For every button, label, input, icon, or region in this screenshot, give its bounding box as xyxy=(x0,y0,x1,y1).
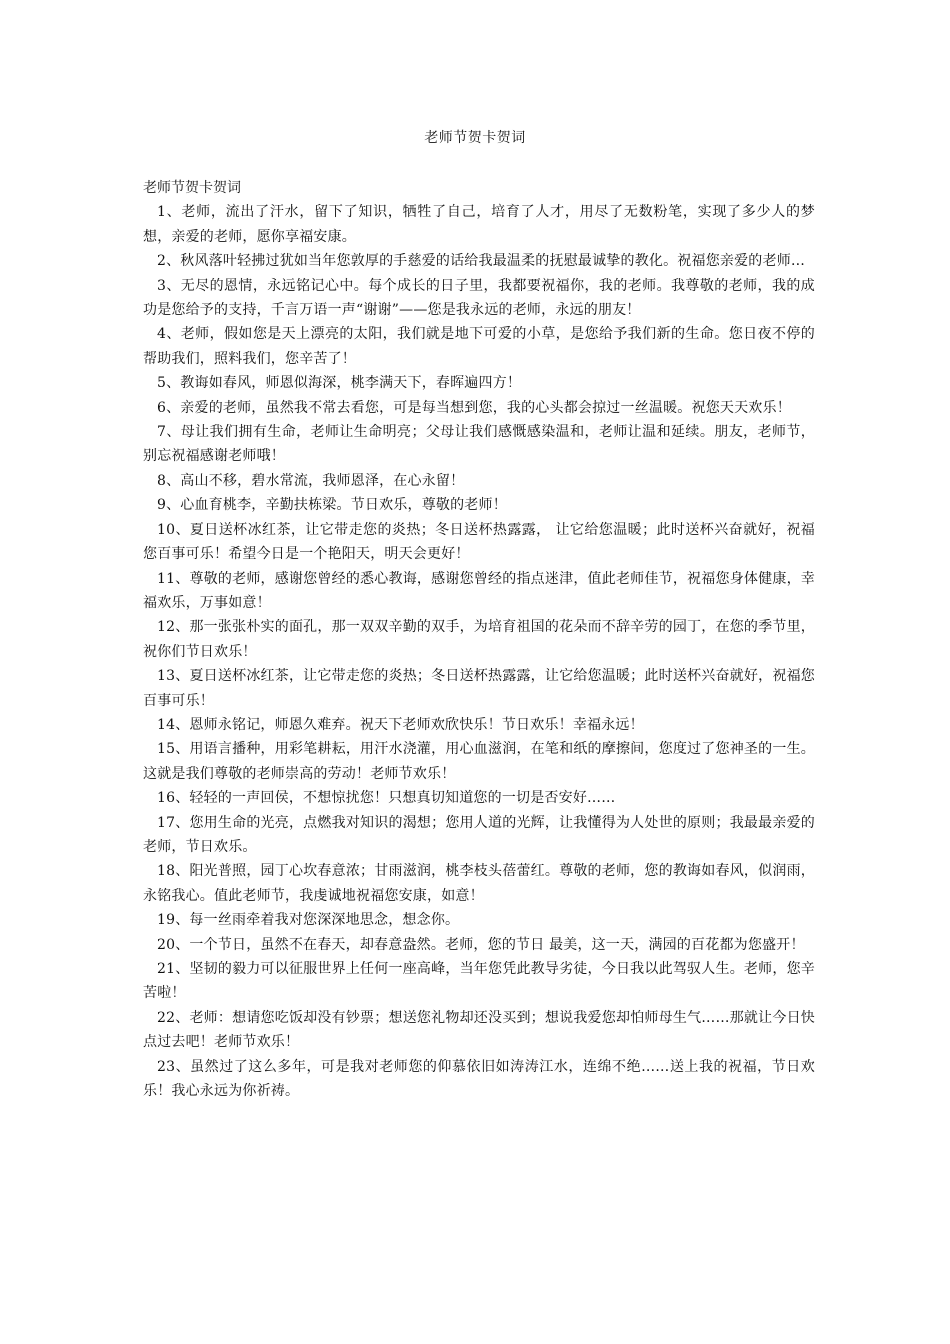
greeting-item-3: 3、无尽的恩情，永远铭记心中。每个成长的日子里，我都要祝福你，我的老师。我尊敬的老师，我的成功是您给予的支持，千言万语一声“谢谢”——您是我永远的老师，永远的朋友！ xyxy=(143,277,815,319)
document-subtitle: 老师节贺卡贺词 xyxy=(143,180,241,196)
greeting-item-16: 16、轻轻的一声回侯，不想惊扰您！只想真切知道您的一切是否安好…… xyxy=(157,790,616,807)
greeting-item-21: 21、坚韧的毅力可以征服世界上任何一座高峰，当年您凭此教导劣徒，今日我以此驾驭人生。老师，您辛苦啦！ xyxy=(143,961,815,1002)
greeting-item-8: 8、高山不移，碧水常流，我师恩泽，在心永留！ xyxy=(157,472,465,489)
greeting-item-15: 15、用语言播种，用彩笔耕耘，用汗水浇灌，用心血滋润，在笔和纸的摩擦间，您度过了您神圣的一生。这就是我们尊敬的老师崇高的劳动！老师节欢乐！ xyxy=(143,741,815,782)
greeting-list xyxy=(143,200,815,1103)
greeting-item-17: 17、您用生命的光亮，点燃我对知识的渴想；您用人道的光辉，让我懂得为人处世的原则；我最最亲爱的老师，节日欢乐。 xyxy=(143,814,815,855)
greeting-item-7: 7、母让我们拥有生命，老师让生命明亮；父母让我们感慨感染温和，老师让温和延续。朋友，老师节，别忘祝福感谢老师哦！ xyxy=(143,424,815,465)
greeting-item-1: 1、老师，流出了汗水，留下了知识，牺牲了自己，培育了人才，用尽了无数粉笔，实现了多少人的梦想，亲爱的老师，愿你享福安康。 xyxy=(143,204,815,245)
greeting-item-19: 19、每一丝雨牵着我对您深深地思念，想念你。 xyxy=(157,912,460,929)
document-body xyxy=(143,176,815,1103)
greeting-item-18: 18、阳光普照，园丁心坎春意浓；甘雨滋润，桃李枝头蓓蕾红。尊敬的老师，您的教诲如春风，似润雨，永铭我心。值此老师节，我虔诚地祝福您安康，如意！ xyxy=(143,863,815,904)
greeting-item-2: 2、秋风落叶轻拂过犹如当年您敦厚的手慈爱的话给我最温柔的抚慰最诚挚的教化。祝福您亲爱的老师… xyxy=(157,253,806,270)
greeting-item-12: 12、那一张张朴实的面孔，那一双双辛勤的双手，为培育祖国的花朵而不辞辛劳的园丁，在您的季节里，祝你们节日欢乐！ xyxy=(143,619,815,660)
greeting-item-14: 14、恩师永铭记，师恩久难弃。祝天下老师欢欣快乐！节日欢乐！幸福永远！ xyxy=(157,716,644,733)
greeting-item-5: 5、教诲如春风，师恩似海深，桃李满天下，春晖遍四方！ xyxy=(157,375,522,392)
greeting-item-10: 10、夏日送杯冰红茶，让它带走您的炎热；冬日送杯热露露， 让它给您温暖；此时送杯兴奋就好，祝福您百事可乐！希望今日是一个艳阳天，明天会更好！ xyxy=(143,521,815,563)
greeting-item-22: 22、老师：想请您吃饭却没有钞票；想送您礼物却还没买到；想说我爱您却怕师母生气……那就让今日快点过去吧！老师节欢乐！ xyxy=(143,1009,815,1051)
greeting-item-11: 11、尊敬的老师，感谢您曾经的悉心教诲，感谢您曾经的指点迷津，值此老师佳节，祝福您身体健康，幸福欢乐，万事如意！ xyxy=(143,570,815,611)
greeting-item-9: 9、心血育桃李，辛勤扶栋梁。节日欢乐，尊敬的老师！ xyxy=(157,497,507,514)
greeting-item-6: 6、亲爱的老师，虽然我不常去看您，可是每当想到您，我的心头都会掠过一丝温暖。祝您天天欢乐！ xyxy=(157,399,791,416)
greeting-item-20: 20、一个节日，虽然不在春天，却春意盎然。老师，您的节日 最美，这一天，满园的百花都为您盛开！ xyxy=(157,936,805,953)
greeting-item-4: 4、老师，假如您是天上漂亮的太阳，我们就是地下可爱的小草，是您给予我们新的生命。您日夜不停的帮助我们，照料我们，您辛苦了！ xyxy=(143,326,815,367)
greeting-item-13: 13、夏日送杯冰红茶，让它带走您的炎热；冬日送杯热露露，让它给您温暖；此时送杯兴奋就好，祝福您百事可乐！ xyxy=(143,668,815,709)
greeting-item-23: 23、虽然过了这么多年，可是我对老师您的仰慕依旧如涛涛江水，连绵不绝……送上我的祝福，节日欢乐！我心永远为你祈祷。 xyxy=(143,1058,815,1100)
page-title: 老师节贺卡贺词 xyxy=(424,130,526,146)
